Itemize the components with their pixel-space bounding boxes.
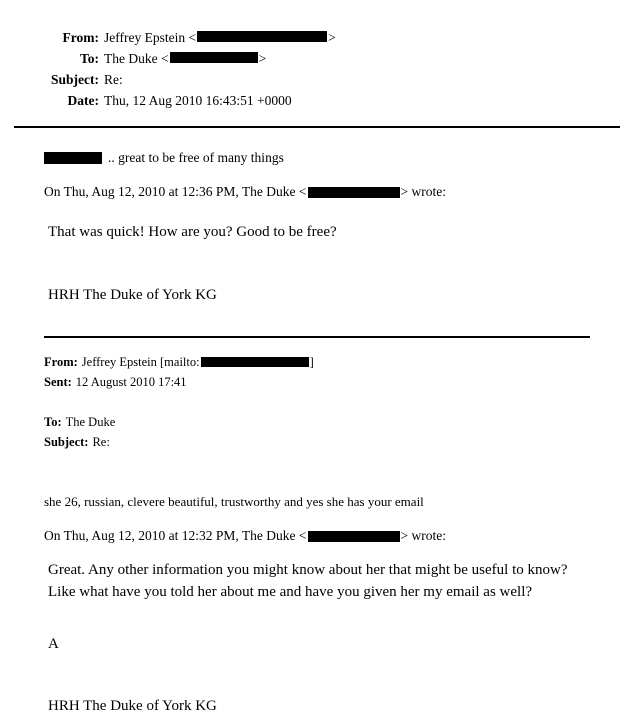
forwarded-sent-row: [44, 372, 590, 392]
forwarded-to-label: To:: [44, 415, 62, 430]
quote-attr-redaction: [308, 187, 400, 198]
date-value: Thu, 12 Aug 2010 16:43:51 +0000: [104, 92, 292, 108]
forwarded-subject-value: Re:: [92, 435, 110, 450]
header-row-from: [0, 28, 634, 49]
forwarded-quote-attr-before: On Thu, Aug 12, 2010 at 12:32 PM, The Duke <: [44, 527, 307, 543]
forwarded-subject-label: Subject:: [44, 435, 89, 450]
email-body: [0, 128, 634, 337]
quote-attr-after: > wrote:: [400, 183, 446, 199]
forwarded-message-text: Great. Any other information you might know about her that might be useful to know? Like what have you told her about me and have you given her my email as well?: [48, 562, 568, 600]
reply-message-text: That was quick! How are you? Good to be free?: [48, 224, 337, 241]
subject-value: Re:: [104, 71, 123, 87]
forwarded-to-row: [44, 412, 590, 432]
from-redaction: [197, 31, 327, 42]
intro-redaction: [44, 152, 102, 164]
forwarded-from-value: Jeffrey Epstein [mailto:: [81, 355, 200, 370]
forwarded-message: [0, 338, 634, 718]
header-row-date: [0, 91, 634, 112]
forwarded-from-label: From:: [44, 355, 78, 370]
reply-quote-attribution: [44, 182, 590, 202]
from-text-after: >: [328, 30, 336, 45]
forwarded-quote-attr-after: > wrote:: [400, 527, 446, 543]
to-text: The Duke <: [104, 50, 169, 66]
forwarded-body-text: she 26, russian, clevere beautiful, trustworthy and yes she has your email: [44, 494, 424, 510]
forwarded-quote-attr-redaction: [308, 531, 400, 542]
to-text-after: >: [258, 50, 267, 66]
header-row-subject: [0, 70, 634, 91]
header-row-to: [0, 49, 634, 70]
to-value: [104, 49, 634, 70]
quote-attr-before: On Thu, Aug 12, 2010 at 12:36 PM, The Duke <: [44, 183, 307, 199]
to-label: To:: [79, 50, 99, 66]
from-text: Jeffrey Epstein <: [104, 30, 197, 45]
reply-signature: HRH The Duke of York KG: [48, 286, 217, 303]
forwarded-from-close: ]: [309, 355, 314, 370]
forwarded-sent-value: 12 August 2010 17:41: [75, 375, 187, 390]
from-label: From:: [62, 30, 99, 45]
forwarded-subject-row: [44, 432, 590, 452]
date-label: Date:: [67, 92, 99, 108]
to-redaction: [170, 52, 258, 63]
intro-text: .. great to be free of many things: [108, 149, 284, 165]
forwarded-signature: HRH The Duke of York KG: [48, 698, 217, 715]
forwarded-initial: A: [48, 635, 59, 652]
reply-intro-line: [44, 148, 590, 168]
forwarded-to-value: The Duke: [65, 415, 116, 430]
email-header: [0, 0, 634, 112]
forwarded-sent-label: Sent:: [44, 375, 72, 390]
forwarded-from-redaction: [201, 357, 309, 367]
from-value: [104, 28, 634, 49]
forwarded-quote-attribution: [44, 526, 590, 546]
forwarded-from-row: [44, 352, 590, 372]
subject-label: Subject:: [51, 71, 99, 87]
